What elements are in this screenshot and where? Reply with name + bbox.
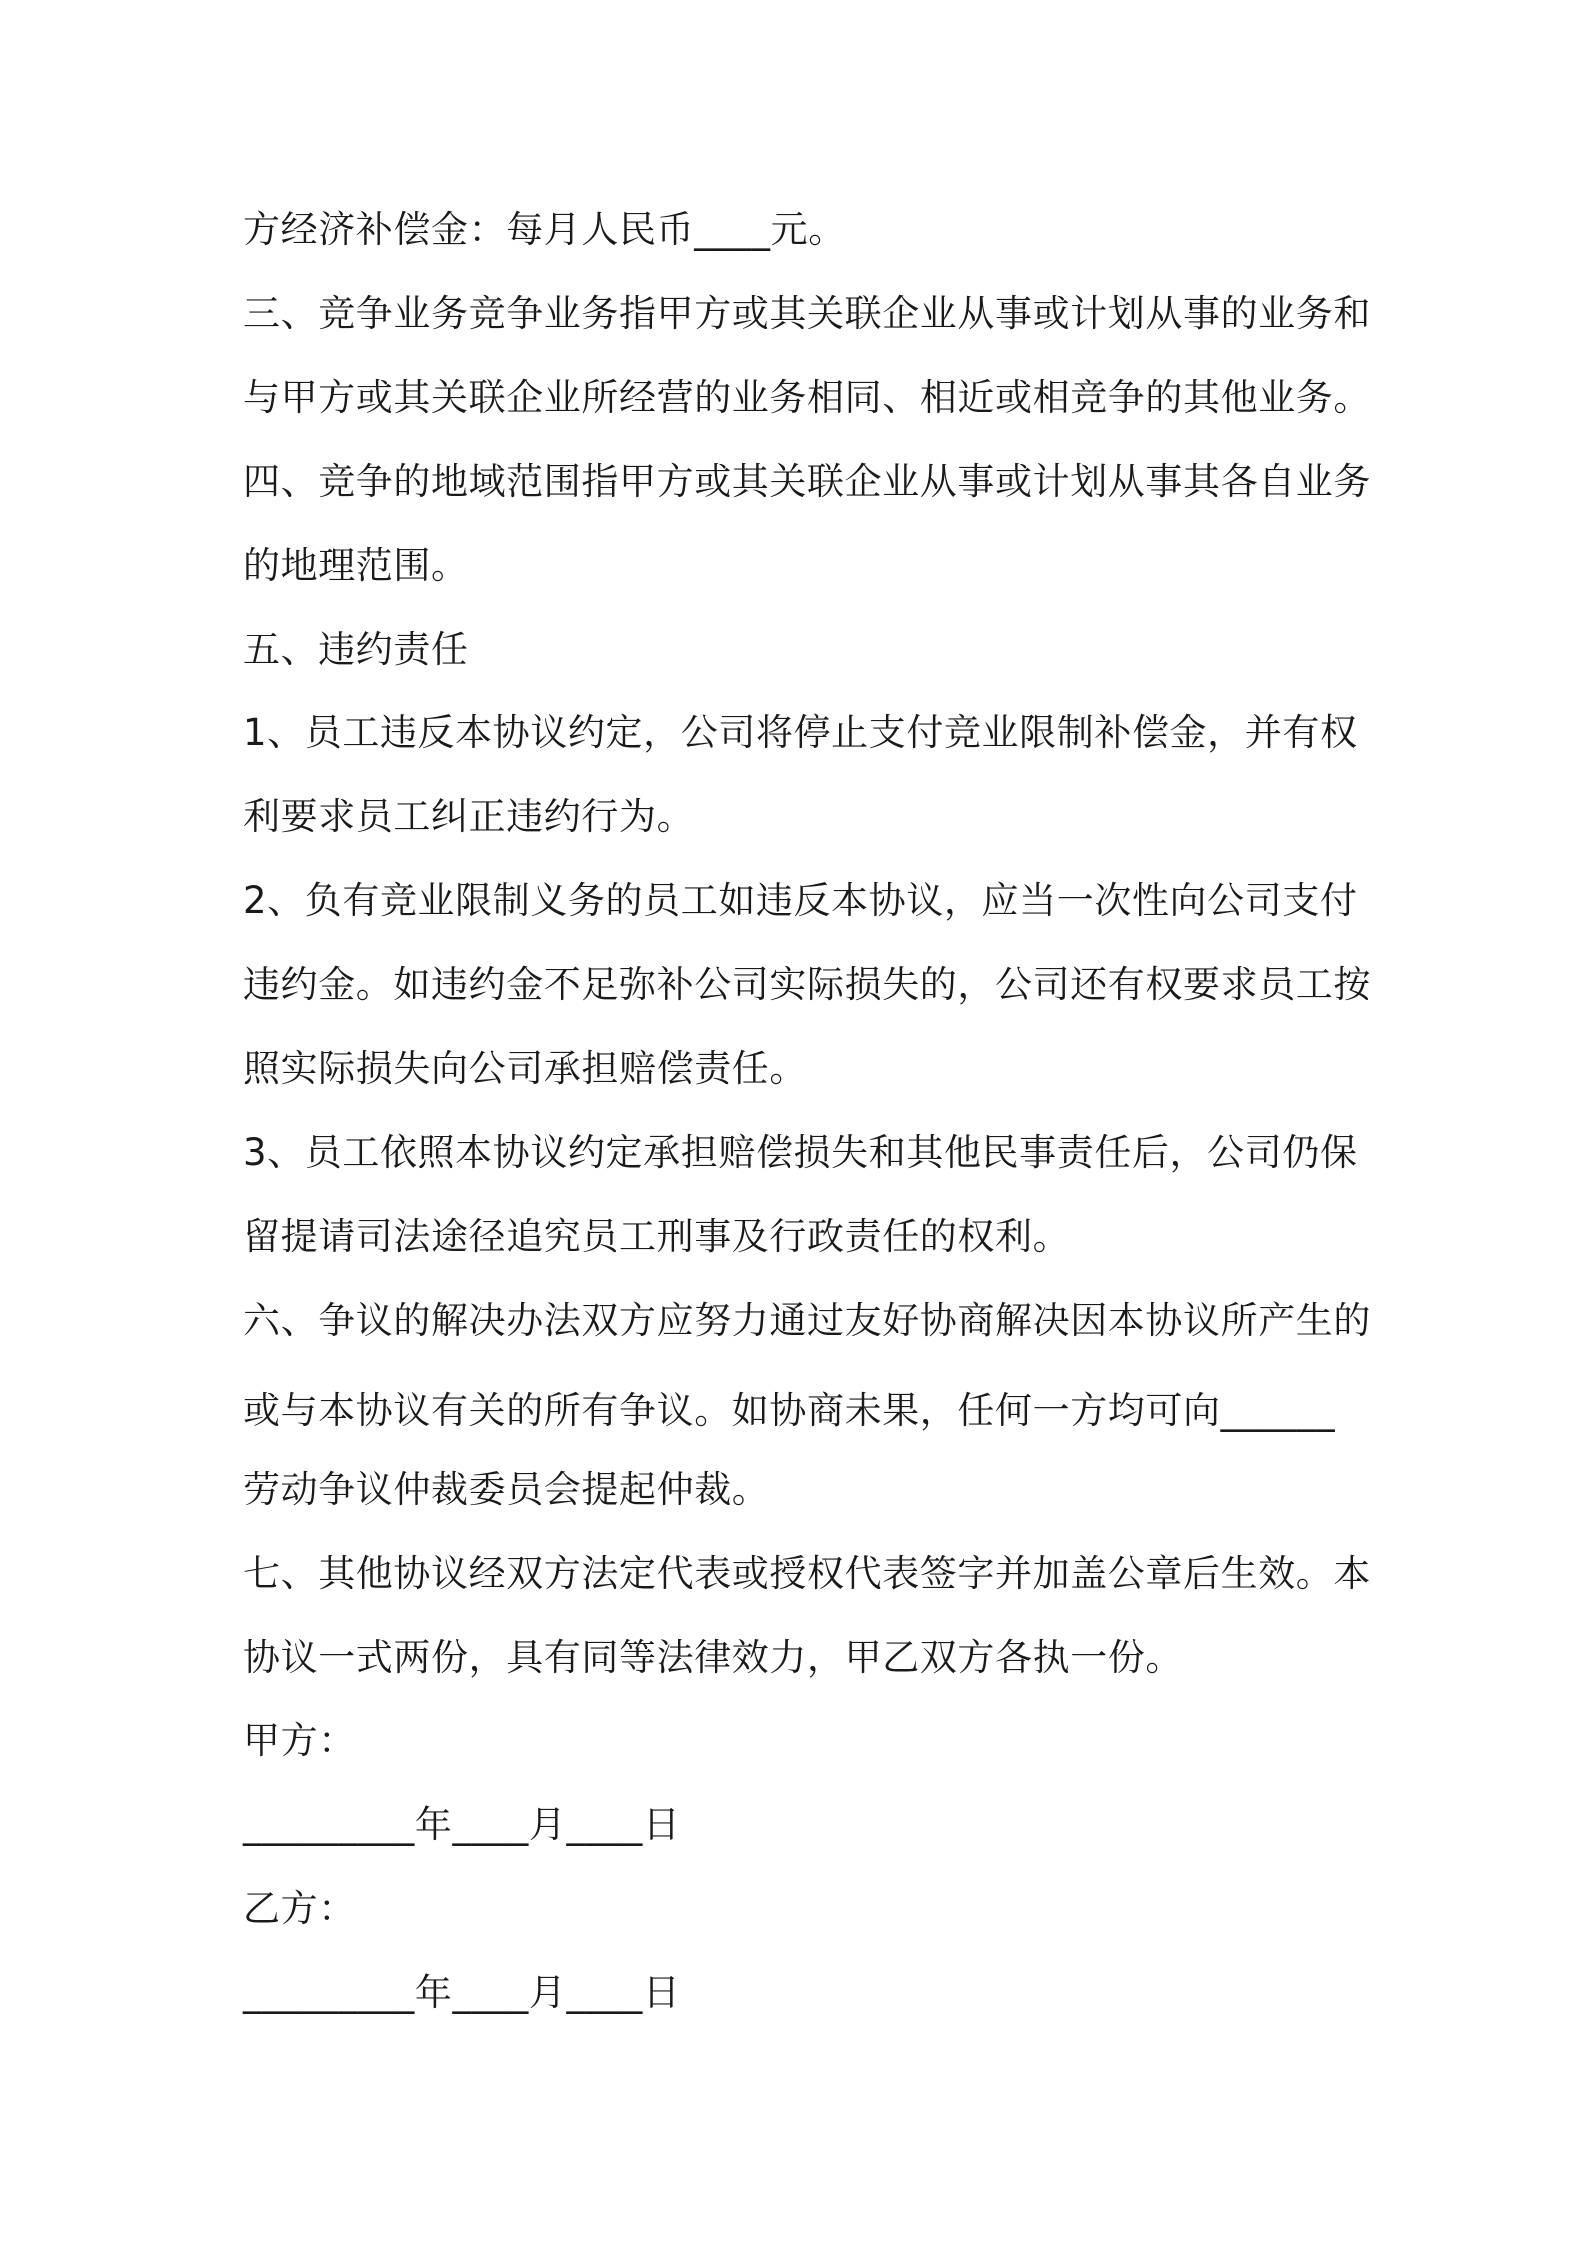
text-line-clause-6-a: 六、争议的解决办法双方应努力通过友好协商解决因本协议所产生的 — [243, 1299, 1371, 1342]
text-line-clause-3-b: 与甲方或其关联企业所经营的业务相同、相近或相竞争的其他业务。 — [243, 376, 1371, 419]
text-line-item-2-a: 2、负有竞业限制义务的员工如违反本协议，应当一次性向公司支付 — [243, 879, 1358, 922]
text-line-clause-7-b: 协议一式两份，具有同等法律效力，甲乙双方各执一份。 — [243, 1636, 1183, 1679]
text-line-clause-4-a: 四、竞争的地域范围指甲方或其关联企业从事或计划从事其各自业务 — [243, 460, 1371, 503]
text-line-item-2-b: 违约金。如违约金不足弥补公司实际损失的，公司还有权要求员工按 — [243, 963, 1371, 1006]
text-line-item-2-c: 照实际损失向公司承担赔偿责任。 — [243, 1047, 807, 1090]
text-line-clause-4-b: 的地理范围。 — [243, 544, 469, 587]
text-line-clause-6-c: 劳动争议仲裁委员会提起仲裁。 — [243, 1468, 770, 1511]
party-b-date: _________年____月____日 — [243, 1971, 681, 2014]
section-heading-breach: 五、违约责任 — [243, 628, 469, 671]
party-a-date: _________年____月____日 — [243, 1803, 681, 1846]
text-line-clause-6-b: 或与本协议有关的所有争议。如协商未果，任何一方均可向______ — [243, 1389, 1336, 1432]
party-a-label: 甲方： — [243, 1719, 356, 1762]
text-line-compensation: 方经济补偿金：每月人民币____元。 — [243, 208, 846, 251]
text-line-item-1-a: 1、员工违反本协议约定，公司将停止支付竞业限制补偿金，并有权 — [243, 711, 1358, 754]
text-line-item-1-b: 利要求员工纠正违约行为。 — [243, 795, 695, 838]
text-line-clause-3-a: 三、竞争业务竞争业务指甲方或其关联企业从事或计划从事的业务和 — [243, 292, 1371, 335]
party-b-label: 乙方： — [243, 1887, 356, 1930]
text-line-clause-7-a: 七、其他协议经双方法定代表或授权代表签字并加盖公章后生效。本 — [243, 1552, 1371, 1595]
text-line-item-3-b: 留提请司法途径追究员工刑事及行政责任的权利。 — [243, 1215, 1071, 1258]
text-line-item-3-a: 3、员工依照本协议约定承担赔偿损失和其他民事责任后，公司仍保 — [243, 1131, 1358, 1174]
